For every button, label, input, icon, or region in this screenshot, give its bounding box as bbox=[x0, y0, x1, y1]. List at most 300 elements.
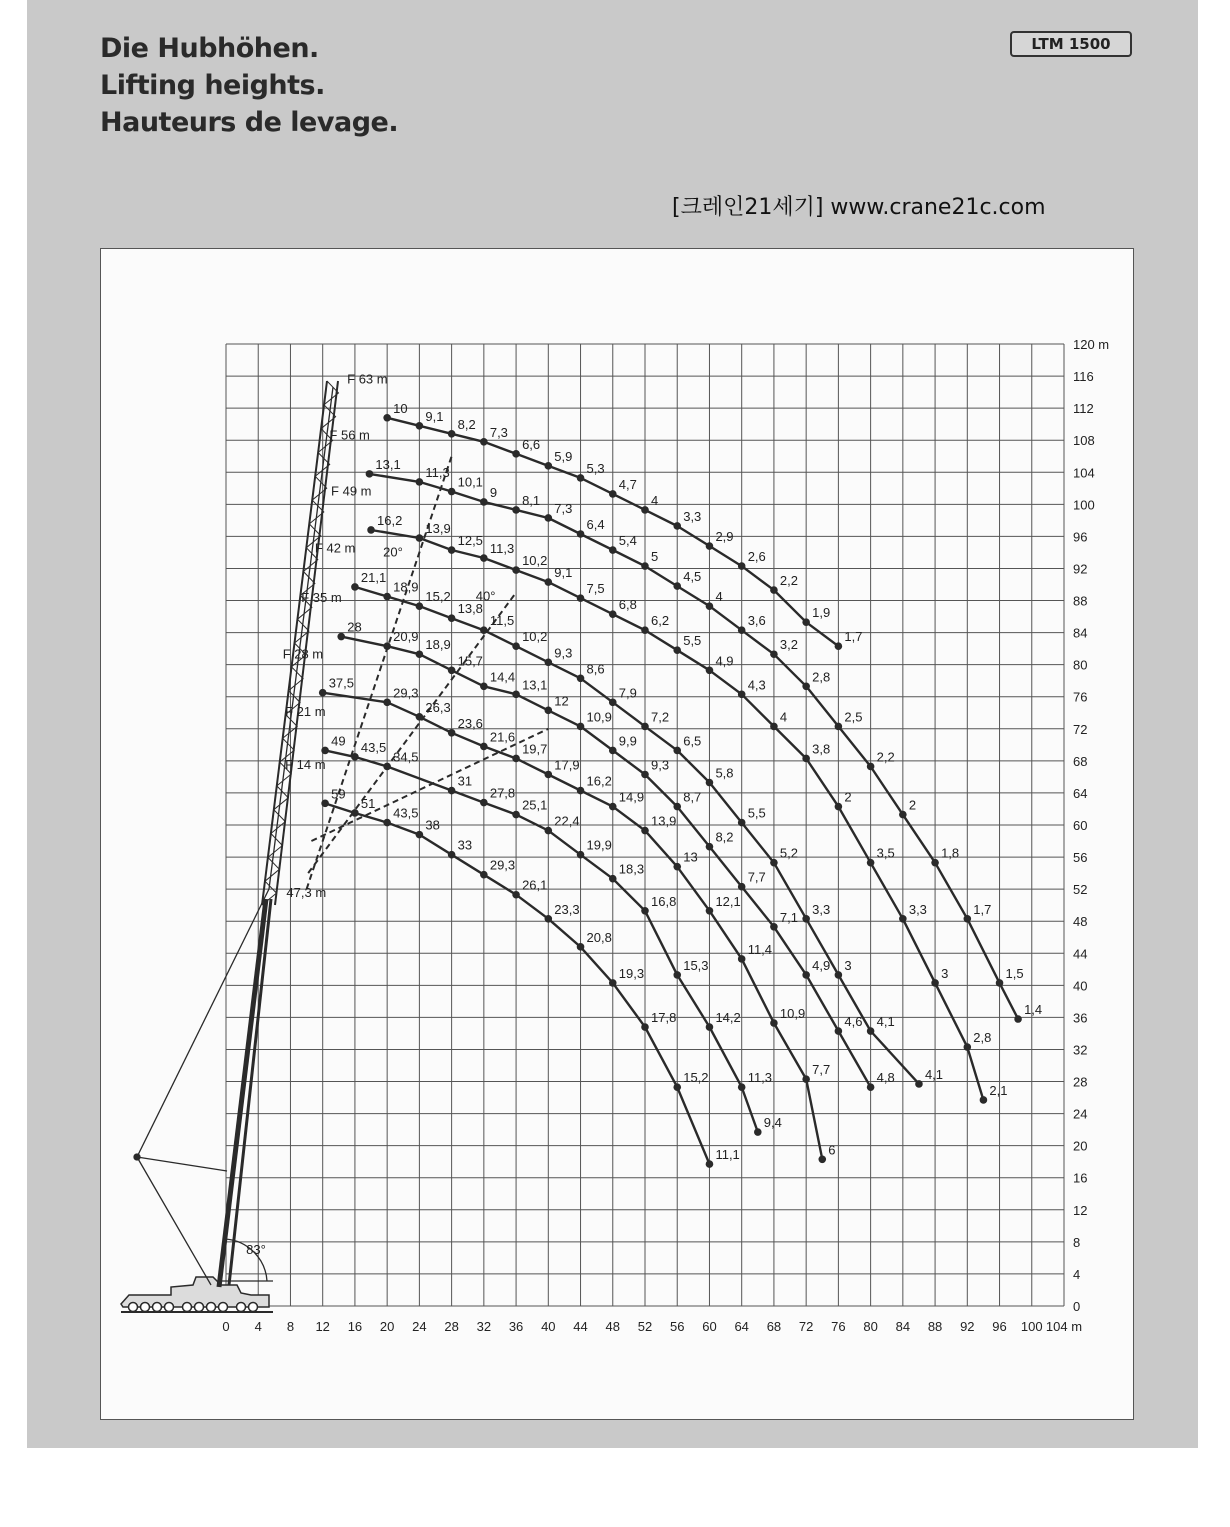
curve-point bbox=[480, 799, 488, 807]
curve-point-label: 4,3 bbox=[747, 677, 766, 693]
x-tick-label: 16 bbox=[347, 1319, 363, 1334]
telescopic-boom-icon bbox=[219, 899, 271, 1287]
curve-point bbox=[480, 554, 488, 562]
curve-point-label: 7,3 bbox=[489, 424, 508, 440]
x-tick-label: 88 bbox=[927, 1319, 943, 1334]
y-tick-label: 116 bbox=[1073, 369, 1094, 385]
curve-point-label: 18,9 bbox=[393, 579, 419, 595]
curve-point bbox=[609, 979, 617, 987]
curve-point-label: 6,6 bbox=[522, 436, 541, 452]
curve-point-label: 12 bbox=[554, 693, 569, 709]
curve-point-label: 21,6 bbox=[489, 729, 516, 745]
curve-point-label: 29,3 bbox=[489, 857, 516, 873]
curve-point bbox=[835, 723, 843, 731]
curve-point bbox=[609, 747, 617, 755]
curve-point bbox=[321, 800, 329, 808]
curve-point-label: 59 bbox=[331, 786, 346, 802]
y-tick-label: 8 bbox=[1073, 1234, 1081, 1250]
curve-point bbox=[641, 827, 649, 835]
curve-point bbox=[480, 498, 488, 506]
curve-point-label: 18,9 bbox=[425, 637, 451, 653]
curve-point-label: 8,6 bbox=[586, 661, 605, 677]
curve-point bbox=[964, 1043, 972, 1051]
curve-point bbox=[899, 915, 907, 923]
x-tick-label: 24 bbox=[412, 1319, 427, 1334]
curve-point-label: 9,1 bbox=[425, 408, 444, 424]
curve-point-label: 19,3 bbox=[618, 965, 645, 981]
curve-point-label: 11,5 bbox=[489, 613, 515, 629]
curve-point bbox=[577, 723, 585, 731]
curve-point bbox=[818, 1155, 826, 1163]
curve-point bbox=[337, 633, 345, 641]
curve-point-label: 2 bbox=[908, 797, 917, 813]
curve-point bbox=[416, 713, 424, 721]
curve-point bbox=[416, 422, 424, 430]
curve-point bbox=[366, 470, 374, 478]
curve-point-label: 11,3 bbox=[425, 464, 450, 480]
curve-point bbox=[770, 586, 778, 594]
curve-point-label: 9 bbox=[489, 484, 498, 500]
curve-point bbox=[577, 474, 585, 482]
y-tick-label: 12 bbox=[1073, 1202, 1088, 1218]
curve-point-label: 34,5 bbox=[393, 749, 419, 765]
curve-point bbox=[545, 827, 553, 835]
curve-point-label: 9,3 bbox=[554, 645, 573, 661]
curve-point bbox=[319, 689, 327, 697]
x-tick-label: 20 bbox=[379, 1319, 395, 1334]
curve-point bbox=[416, 478, 424, 486]
curve-point-label: 15,7 bbox=[457, 653, 483, 669]
curve-point bbox=[835, 971, 843, 979]
curve-point-label: 10,1 bbox=[457, 474, 483, 490]
curve-point-label: 1,7 bbox=[973, 901, 992, 917]
watermark-text: [크레인21세기] www.crane21c.com bbox=[672, 195, 1046, 220]
curve-point bbox=[641, 723, 649, 731]
curve-point bbox=[609, 546, 617, 554]
curve-point-label: 4,1 bbox=[924, 1066, 944, 1082]
curve-point-label: 6,5 bbox=[683, 733, 702, 749]
curve-point bbox=[706, 542, 714, 550]
curve-point-label: 11,1 bbox=[715, 1147, 740, 1163]
curve-point bbox=[706, 843, 714, 851]
curve-point-label: 15,3 bbox=[683, 957, 709, 973]
y-tick-label: 80 bbox=[1073, 657, 1088, 673]
boom-length-label: 47,3 m bbox=[286, 885, 327, 901]
curve-point bbox=[416, 831, 424, 839]
curve-point-label: 28 bbox=[347, 619, 362, 635]
curve-point-label: 1,9 bbox=[812, 605, 831, 621]
curve-point-label: 29,3 bbox=[393, 685, 419, 701]
curve-point bbox=[673, 803, 681, 811]
curve-point bbox=[448, 546, 456, 554]
curve-point bbox=[609, 610, 617, 618]
curve-point bbox=[802, 618, 810, 626]
curve-point bbox=[416, 650, 424, 658]
y-tick-label: 20 bbox=[1073, 1138, 1088, 1154]
curve-point bbox=[609, 803, 617, 811]
curve-point bbox=[545, 462, 553, 470]
curve-point-label: 4,9 bbox=[812, 957, 831, 973]
curve-point bbox=[383, 642, 391, 650]
curve-point bbox=[383, 699, 391, 707]
x-tick-label: 36 bbox=[508, 1319, 524, 1334]
curve-point bbox=[512, 891, 520, 899]
curve-point bbox=[706, 602, 714, 610]
y-tick-label: 104 bbox=[1073, 465, 1095, 481]
curve-point bbox=[448, 851, 456, 859]
y-tick-label: 28 bbox=[1073, 1074, 1088, 1090]
curve-point-label: 1,5 bbox=[1005, 965, 1024, 981]
curve-point-label: 13,8 bbox=[457, 601, 483, 617]
curve-point bbox=[512, 506, 520, 514]
curve-point-label: 14,9 bbox=[618, 789, 645, 805]
y-tick-label: 52 bbox=[1073, 882, 1088, 898]
curve-point-label: 13,9 bbox=[425, 521, 451, 537]
x-tick-label: 0 bbox=[222, 1319, 230, 1334]
curve-point bbox=[545, 707, 553, 715]
x-tick-label: 84 bbox=[895, 1319, 911, 1334]
curve-point-label: 4 bbox=[779, 709, 788, 725]
curve-point bbox=[609, 699, 617, 707]
curve-point-label: 38 bbox=[425, 817, 440, 833]
curve-point bbox=[641, 626, 649, 634]
curve-point-label: 4 bbox=[651, 492, 659, 508]
curve-point-label: 18,3 bbox=[618, 861, 645, 877]
curve-point-label: 7,3 bbox=[554, 500, 573, 516]
curve-point bbox=[321, 747, 329, 755]
x-tick-label: 72 bbox=[798, 1319, 814, 1334]
curve-point-label: 10,2 bbox=[522, 553, 548, 569]
jib-length-label: F 28 m bbox=[282, 646, 324, 662]
offset-angle-40-label: 40° bbox=[475, 588, 496, 604]
curve-point-label: 2,8 bbox=[812, 669, 831, 685]
curve-point bbox=[641, 771, 649, 779]
curve-point bbox=[383, 763, 391, 771]
jib-length-label: F 63 m bbox=[347, 371, 388, 387]
curve-point bbox=[964, 915, 972, 923]
curve-point bbox=[835, 642, 843, 650]
curve-point bbox=[351, 753, 359, 761]
curve-point-label: 15,2 bbox=[683, 1070, 709, 1086]
y-tick-label: 44 bbox=[1073, 946, 1088, 962]
curve-point-label: 13,1 bbox=[522, 677, 548, 693]
curve-point bbox=[512, 691, 520, 699]
curve-point bbox=[641, 562, 649, 570]
curve-point-label: 16,8 bbox=[651, 893, 677, 909]
curve-point-label: 6,8 bbox=[618, 597, 637, 613]
curve-point-label: 23,6 bbox=[457, 715, 483, 731]
curve-point-label: 2,8 bbox=[973, 1030, 992, 1046]
y-tick-label: 88 bbox=[1073, 593, 1088, 609]
curve-point-label: 21,1 bbox=[360, 569, 387, 585]
curve-point-label: 13 bbox=[683, 849, 698, 865]
curve-point bbox=[738, 626, 746, 634]
lifting-height-curves bbox=[307, 414, 1022, 1168]
curve-point bbox=[512, 811, 520, 819]
curve-point bbox=[899, 811, 907, 819]
curve-point bbox=[738, 883, 746, 891]
offset-angle-20-label: 20° bbox=[383, 544, 403, 560]
y-tick-label: 100 bbox=[1073, 497, 1095, 513]
curve-point-label: 2,2 bbox=[779, 573, 799, 589]
curve-point bbox=[480, 743, 488, 751]
y-tick-label: 40 bbox=[1073, 978, 1088, 994]
jib-length-label: F 14 m bbox=[285, 756, 326, 772]
y-tick-label: 24 bbox=[1073, 1106, 1088, 1122]
curve-point bbox=[867, 763, 875, 771]
curve-point-label: 2 bbox=[844, 789, 852, 805]
curve-point bbox=[577, 594, 585, 602]
curve-point bbox=[770, 1019, 778, 1027]
curve-point-label: 5,5 bbox=[747, 805, 766, 821]
curve-point bbox=[383, 819, 391, 827]
curve-point-label: 17,9 bbox=[554, 757, 580, 773]
x-tick-label: 8 bbox=[286, 1319, 295, 1334]
x-tick-label: 56 bbox=[669, 1319, 685, 1334]
curve-point-label: 3,8 bbox=[812, 741, 831, 757]
curve-point-label: 2,1 bbox=[989, 1082, 1008, 1098]
curve-point-label: 3,6 bbox=[747, 613, 766, 629]
curve-point-label: 8,7 bbox=[683, 789, 702, 805]
curve-point-label: 37,5 bbox=[328, 675, 355, 691]
curve-point bbox=[448, 430, 456, 438]
curve-point-label: 51 bbox=[360, 795, 376, 811]
curve-point-label: 1,7 bbox=[844, 629, 863, 645]
curve-point-label: 25,1 bbox=[522, 797, 548, 813]
curve-point bbox=[416, 534, 424, 542]
curve-point bbox=[351, 809, 359, 817]
x-tick-label: 44 bbox=[573, 1319, 588, 1334]
x-tick-label: 68 bbox=[766, 1319, 782, 1334]
curve-point bbox=[545, 658, 553, 666]
curve-point bbox=[802, 683, 810, 691]
y-tick-label: 64 bbox=[1073, 785, 1088, 801]
curve-point-label: 3,5 bbox=[876, 845, 895, 861]
curve-point bbox=[609, 875, 617, 883]
curve-point-label: 5,5 bbox=[683, 633, 702, 649]
curve-point-label: 20,8 bbox=[586, 929, 612, 945]
curve-point bbox=[706, 779, 714, 787]
curve-point bbox=[577, 787, 585, 795]
curve-point-label: 1,8 bbox=[941, 845, 960, 861]
y-tick-label: 112 bbox=[1073, 401, 1094, 417]
curve-point-label: 10 bbox=[393, 400, 408, 416]
curve-point-label: 49 bbox=[331, 733, 346, 749]
curve-point-label: 26,1 bbox=[522, 877, 548, 893]
curve-point-label: 5,4 bbox=[618, 533, 637, 549]
curve-point bbox=[673, 971, 681, 979]
y-tick-label: 36 bbox=[1073, 1010, 1088, 1026]
curve-point bbox=[738, 1083, 746, 1091]
curve-point-label: 26,3 bbox=[425, 699, 451, 715]
curve-series-4 bbox=[355, 587, 919, 1084]
x-tick-label: 4 bbox=[254, 1319, 262, 1334]
curve-point bbox=[448, 666, 456, 674]
curve-point bbox=[673, 747, 681, 755]
curve-point-label: 14,4 bbox=[489, 669, 516, 685]
curve-point bbox=[867, 859, 875, 867]
chart-panel bbox=[100, 248, 1134, 1420]
curve-point-label: 19,9 bbox=[586, 837, 612, 853]
curve-point-label: 8,1 bbox=[522, 492, 541, 508]
lifting-heights-chart bbox=[101, 249, 1133, 1419]
curve-point bbox=[480, 438, 488, 446]
x-tick-label: 12 bbox=[315, 1319, 330, 1334]
curve-point-label: 8,2 bbox=[457, 416, 476, 432]
curve-point bbox=[383, 593, 391, 601]
x-tick-label: 28 bbox=[444, 1319, 459, 1334]
y-tick-label: 76 bbox=[1073, 689, 1088, 705]
model-badge: LTM 1500 bbox=[1010, 31, 1132, 57]
curve-point-label: 9,3 bbox=[651, 757, 670, 773]
curve-point bbox=[802, 1075, 810, 1083]
curve-point bbox=[802, 755, 810, 763]
curve-point bbox=[577, 851, 585, 859]
curve-point bbox=[673, 522, 681, 530]
curve-point-label: 7,1 bbox=[779, 909, 799, 925]
curve-point-label: 5 bbox=[651, 549, 659, 565]
curve-point bbox=[480, 683, 488, 691]
x-tick-label: 48 bbox=[605, 1319, 621, 1334]
curve-point bbox=[770, 923, 778, 931]
title-line-de: Die Hubhöhen. bbox=[100, 33, 319, 64]
curve-point bbox=[512, 755, 520, 763]
curve-point bbox=[754, 1128, 762, 1136]
curve-point-label: 12,1 bbox=[715, 893, 741, 909]
curve-point bbox=[545, 915, 553, 923]
curve-point bbox=[706, 1023, 714, 1031]
curve-point-label: 11,3 bbox=[747, 1070, 773, 1086]
curve-point bbox=[738, 955, 746, 963]
curve-point-label: 4,8 bbox=[876, 1070, 895, 1086]
curve-point bbox=[673, 1083, 681, 1091]
curve-point-label: 13,9 bbox=[651, 813, 677, 829]
curve-point bbox=[706, 666, 714, 674]
curve-point-label: 9,9 bbox=[618, 733, 637, 749]
curve-point-label: 5,9 bbox=[554, 448, 573, 464]
curve-point bbox=[609, 490, 617, 498]
jib-length-label: F 21 m bbox=[285, 703, 326, 719]
curve-point bbox=[512, 642, 520, 650]
curve-point bbox=[351, 583, 359, 591]
x-tick-label: 100 bbox=[1020, 1319, 1043, 1334]
curve-point-label: 6,2 bbox=[651, 613, 670, 629]
curve-point-label: 7,9 bbox=[618, 685, 637, 701]
curve-point-label: 10,2 bbox=[522, 629, 548, 645]
curve-point-label: 7,7 bbox=[812, 1062, 831, 1078]
curve-point-label: 17,8 bbox=[651, 1010, 677, 1026]
curve-point bbox=[802, 915, 810, 923]
curve-point-label: 8,2 bbox=[715, 829, 734, 845]
y-tick-label: 120 m bbox=[1073, 337, 1110, 352]
curve-point-label: 15,2 bbox=[425, 589, 451, 605]
curve-point bbox=[673, 582, 681, 590]
curve-point bbox=[802, 971, 810, 979]
curve-point-label: 5,3 bbox=[586, 460, 605, 476]
x-tick-label: 92 bbox=[960, 1319, 975, 1334]
curve-point bbox=[641, 907, 649, 915]
curve-point bbox=[577, 530, 585, 538]
curve-point-label: 7,2 bbox=[651, 709, 670, 725]
curve-point bbox=[770, 650, 778, 658]
curve-point-label: 2,6 bbox=[747, 549, 766, 565]
curve-point-label: 19,7 bbox=[522, 741, 548, 757]
curve-point-label: 3,3 bbox=[683, 508, 702, 524]
curve-point bbox=[706, 1160, 714, 1168]
curve-point-label: 16,2 bbox=[377, 512, 403, 528]
y-tick-label: 56 bbox=[1073, 850, 1088, 866]
x-tick-label: 64 bbox=[734, 1319, 749, 1334]
curve-point bbox=[770, 859, 778, 867]
curve-point-label: 6 bbox=[828, 1142, 836, 1158]
curve-point bbox=[577, 943, 585, 951]
mobile-crane-icon bbox=[121, 1277, 273, 1312]
curve-point-label: 9,4 bbox=[763, 1115, 782, 1131]
curve-point-label: 3,2 bbox=[779, 637, 799, 653]
curve-point bbox=[512, 450, 520, 458]
curve-point bbox=[738, 819, 746, 827]
curve-point-label: 3 bbox=[941, 965, 949, 981]
curve-point bbox=[641, 1023, 649, 1031]
title-line-fr: Hauteurs de levage. bbox=[100, 107, 399, 138]
curve-point-label: 1,4 bbox=[1024, 1002, 1043, 1018]
curve-point-label: 5,8 bbox=[715, 765, 734, 781]
curve-point-label: 14,2 bbox=[715, 1010, 741, 1026]
curve-point bbox=[738, 562, 746, 570]
curve-point-label: 13,1 bbox=[375, 456, 401, 472]
y-tick-label: 0 bbox=[1073, 1299, 1081, 1314]
curve-point-label: 11,4 bbox=[747, 941, 773, 957]
y-tick-label: 48 bbox=[1073, 914, 1088, 930]
curve-point bbox=[416, 602, 424, 610]
curve-point-label: 9,1 bbox=[554, 565, 573, 581]
curve-point bbox=[835, 803, 843, 811]
y-tick-label: 96 bbox=[1073, 529, 1088, 545]
x-tick-label: 104 m bbox=[1045, 1319, 1083, 1334]
y-tick-label: 108 bbox=[1073, 433, 1095, 449]
page-title bbox=[100, 30, 398, 141]
curve-point-label: 11,3 bbox=[489, 541, 515, 557]
curve-point bbox=[915, 1080, 923, 1088]
curve-point bbox=[996, 979, 1004, 987]
curve-point bbox=[367, 526, 375, 534]
y-tick-label: 4 bbox=[1073, 1266, 1081, 1282]
curve-point bbox=[980, 1096, 988, 1104]
curve-point bbox=[545, 514, 553, 522]
curve-point-label: 4 bbox=[715, 589, 723, 605]
curve-point bbox=[448, 488, 456, 496]
x-tick-label: 40 bbox=[541, 1319, 556, 1334]
curve-point-label: 6,4 bbox=[586, 516, 605, 532]
title-line-en: Lifting heights. bbox=[100, 70, 325, 101]
curve-point-label: 10,9 bbox=[586, 709, 612, 725]
y-tick-label: 32 bbox=[1073, 1042, 1088, 1058]
curve-point bbox=[448, 787, 456, 795]
curve-point-label: 27,8 bbox=[489, 785, 516, 801]
curve-point bbox=[383, 414, 391, 422]
y-tick-label: 72 bbox=[1073, 721, 1088, 737]
x-tick-label: 60 bbox=[702, 1319, 717, 1334]
curve-point bbox=[770, 723, 778, 731]
curve-point-label: 23,3 bbox=[554, 901, 580, 917]
jib-length-label: F 35 m bbox=[301, 590, 342, 606]
jib-length-label: F 49 m bbox=[331, 483, 372, 499]
curve-point bbox=[931, 979, 939, 987]
curve-point bbox=[545, 578, 553, 586]
curve-point-label: 4,6 bbox=[844, 1014, 863, 1030]
curve-point bbox=[545, 771, 553, 779]
curve-point-label: 4,1 bbox=[876, 1014, 895, 1030]
